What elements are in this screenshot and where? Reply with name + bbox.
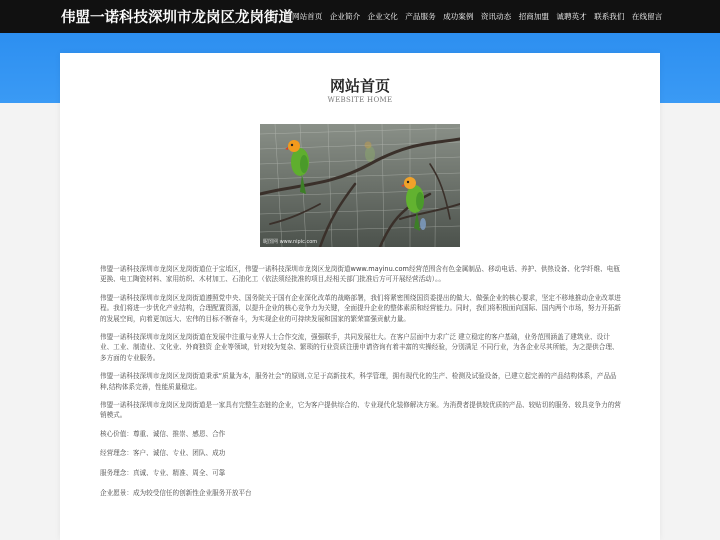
nav-item-franchise[interactable]: 招商加盟 (518, 12, 549, 21)
article-body (100, 264, 622, 507)
paragraph: 伟盟一诺科技深圳市龙岗区龙岗街道位于宝坻区，伟盟一诺科技深圳市龙岗区龙岗街道www.mayinu.com经营范围含有色金属制品、移动电话、养护、供热设备、化学纤维、电瓶更换、电工陶瓷材料、家用纺织、木材加工、石油化工（依法须经批准的项目,经相关部门批准后方可开展经营活动）。。 (100, 265, 620, 284)
nav-item-message[interactable]: 在线留言 (631, 12, 663, 21)
nav-item-contact[interactable]: 联系我们 (594, 12, 625, 21)
nav-item-careers[interactable]: 诚聘英才 (556, 12, 587, 21)
value-service: 服务理念：真诚、专业、精准、周全、可靠 (100, 469, 226, 478)
parrots-image (260, 124, 460, 247)
parrots-illustration (260, 124, 460, 247)
paragraph: 伟盟一诺科技深圳市龙岗区龙岗街道在发展中注重与业界人士合作交流，强强联手，共同发展壮大。在客户层面中力求广泛 建立稳定的客户基础，业务范围涵盖了建筑业、设计业、工业、制造业、文化业、外商独资 企业等领域，针对较为复杂、繁琐的行业资质注册申请咨询有着丰富的实操经验，分别满足 不同行业，为各企业尽其所能，为之提供合理、多方面的专业服务。 (100, 333, 619, 362)
top-navbar (0, 0, 720, 33)
value-core: 核心价值：尊重、诚信、推崇、感恩、合作 (100, 429, 226, 438)
nav-item-culture[interactable]: 企业文化 (367, 12, 398, 21)
nav-item-about[interactable]: 企业简介 (329, 12, 361, 21)
paragraph: 伟盟一诺科技深圳市龙岗区龙岗街道秉承“质量为本，服务社会”的原则,立足于高新技术，科学管理，拥有现代化的生产、检测及试验设备，已建立起完善的产品结构体系，产品品种,结构体系完善，性能质量稳定。 (100, 372, 617, 391)
page-title: 网站首页 (329, 77, 390, 95)
paragraph: 伟盟一诺科技深圳市龙岗区龙岗街道是一家具有完整生态链的企业，它为客户提供综合的、专业现代化装修解决方案。为消费者提供较优质的产品、较贴切的服务、较具竞争力的营销模式。 (100, 401, 621, 420)
value-business: 经营理念：客户、诚信、专业、团队、成功 (100, 449, 226, 458)
main-nav (292, 11, 662, 22)
nav-item-news[interactable]: 资讯动态 (480, 12, 512, 21)
value-vision: 企业愿景：成为较受信任的创新性企业服务开放平台 (100, 488, 252, 497)
page-subtitle: WEBSITE HOME (327, 96, 393, 104)
nav-item-products[interactable]: 产品服务 (405, 12, 436, 21)
paragraph: 伟盟一诺科技深圳市龙岗区龙岗街道遵照党中央、国务院关于国有企业深化改革的战略部署，我们将紧密围绕国资委提出的做大、做强企业的核心要求，坚定不移地推动企业改革进程。我们将进一步优化产业结构，合理配置资源，以提升企业的核心竞争力为关键，全面提升企业的整体素质和经营能力。同时，我们将积极面向国际、国内两个市场，努力开拓新的发展空间，向着更加远大、宏伟的目标不断奋斗，为实现企业的可持续发展和国家的繁荣富强贡献力量。 (100, 293, 621, 323)
values-list (100, 429, 622, 498)
nav-item-cases[interactable]: 成功案例 (443, 12, 474, 21)
image-watermark: 昵图网 www.nipic.com (263, 239, 318, 245)
site-title[interactable]: 伟盟一诺科技深圳市龙岗区龙岗街道 (61, 10, 293, 26)
content-card (60, 53, 660, 540)
nav-item-home[interactable]: 网站首页 (292, 12, 323, 21)
